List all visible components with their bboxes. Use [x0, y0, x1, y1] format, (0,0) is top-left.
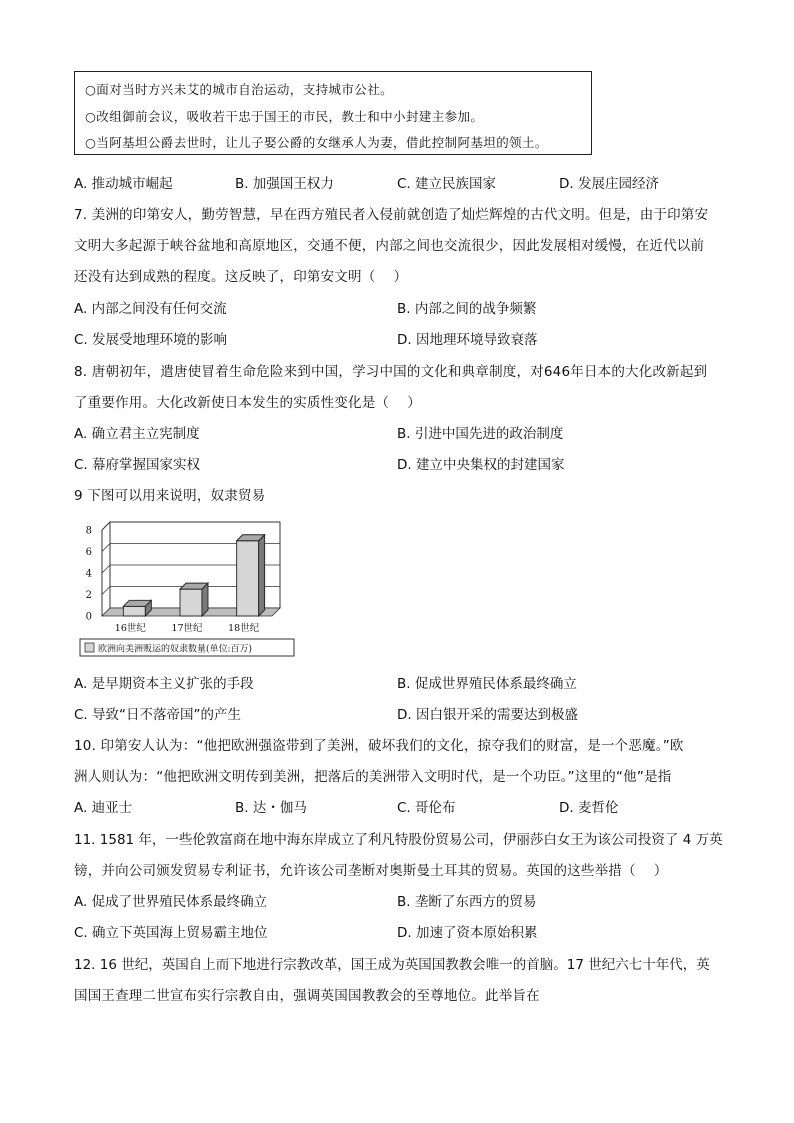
q11-stem-line: 镑，并向公司颁发贸易专利证书，允许该公司垄断对奥斯曼土耳其的贸易。英国的这些举措（ ）	[74, 863, 668, 879]
q8-option-c[interactable]: C. 幕府掌握国家实权	[74, 457, 201, 473]
q11-option-a[interactable]: A. 促成了世界殖民体系最终确立	[74, 894, 268, 910]
q8-stem-line: 8. 唐朝初年，遣唐使冒着生命危险来到中国，学习中国的文化和典章制度，对646年日本的大化改新起到	[74, 364, 708, 380]
q7-option-d[interactable]: D. 因地理环境导致衰落	[397, 332, 538, 348]
q11-option-b[interactable]: B. 垄断了东西方的贸易	[397, 894, 537, 910]
q10-option-b[interactable]: B. 达・伽马	[235, 800, 307, 816]
q6-option-c[interactable]: C. 建立民族国家	[397, 176, 497, 192]
q10-option-c[interactable]: C. 哥伦布	[397, 800, 456, 816]
q9-option-c[interactable]: C. 导致“日不落帝国”的产生	[74, 707, 241, 723]
q8-option-b[interactable]: B. 引进中国先进的政治制度	[397, 426, 564, 442]
material-box	[74, 71, 592, 155]
q9-option-d[interactable]: D. 因白银开采的需要达到极盛	[397, 707, 578, 723]
legend-label: 欧洲向美洲贩运的奴隶数量(单位:百万)	[98, 644, 253, 655]
q12-stem-line: 12. 16 世纪，英国自上而下地进行宗教改革，国王成为英国国教教会唯一的首脑。17 世纪六七十年代，英	[74, 957, 710, 973]
q11-option-c[interactable]: C. 确立下英国海上贸易霸主地位	[74, 925, 268, 941]
q10-option-a[interactable]: A. 迪亚士	[74, 800, 133, 816]
q12-stem-line: 国国王查理二世宣布实行宗教自由，强调英国国教教会的至尊地位。此举旨在	[74, 988, 540, 1004]
q7-option-b[interactable]: B. 内部之间的战争频繁	[397, 301, 537, 317]
bar	[123, 600, 151, 616]
y-tick-label: 6	[85, 547, 92, 558]
x-tick-label: 18世纪	[228, 623, 260, 634]
q6-option-b[interactable]: B. 加强国王权力	[235, 176, 334, 192]
q9-option-a[interactable]: A. 是早期资本主义扩张的手段	[74, 676, 254, 692]
q8-option-a[interactable]: A. 确立君主立宪制度	[74, 426, 200, 442]
bar	[237, 535, 265, 616]
y-axis-top	[102, 522, 110, 530]
q7-stem-line: 还没有达到成熟的程度。这反映了，印第安文明（ ）	[74, 269, 408, 285]
y-tick-label: 4	[85, 568, 92, 580]
q6-option-a[interactable]: A. 推动城市崛起	[74, 176, 173, 192]
q7-option-c[interactable]: C. 发展受地理环境的影响	[74, 332, 228, 348]
slave-trade-bar-chart	[72, 512, 302, 662]
q8-stem-line: 了重要作用。大化改新使日本发生的实质性变化是（ ）	[74, 395, 421, 411]
bar	[180, 583, 208, 616]
legend-swatch	[85, 643, 94, 652]
q7-stem-line: 7. 美洲的印第安人，勤劳智慧，早在西方殖民者入侵前就创造了灿烂辉煌的古代文明。但是，由于印第安	[74, 207, 709, 223]
bar-front	[123, 606, 145, 616]
bar-front	[237, 541, 259, 616]
q7-stem-line: 文明大多起源于峡谷盆地和高原地区，交通不便，内部之间也交流很少，因此发展相对缓慢，在近代以前	[74, 238, 705, 254]
q11-option-d[interactable]: D. 加速了资本原始积累	[397, 925, 538, 941]
x-tick-label: 16世纪	[114, 623, 146, 634]
q9-stem: 9 下图可以用来说明，奴隶贸易	[74, 488, 266, 504]
y-tick-label: 2	[85, 590, 92, 601]
grid-diagonal	[102, 565, 110, 573]
bar-front	[180, 589, 202, 616]
q7-option-a[interactable]: A. 内部之间没有任何交流	[74, 301, 227, 317]
q6-option-d[interactable]: D. 发展庄园经济	[559, 176, 659, 192]
chart-y-labels	[86, 526, 92, 623]
chart-legend	[80, 639, 294, 656]
q10-stem-line: 10. 印第安人认为：“他把欧洲强盗带到了美洲，破坏我们的文化，掠夺我们的财富，是一个恶魔。”欧	[74, 738, 684, 754]
bar-side	[259, 535, 265, 616]
q10-option-d[interactable]: D. 麦哲伦	[559, 800, 619, 816]
y-tick-label: 0	[85, 611, 92, 623]
grid-diagonal	[102, 544, 110, 552]
material-line: ○当阿基坦公爵去世时，让儿子娶公爵的女继承人为妻，借此控制阿基坦的领土。	[85, 135, 548, 150]
x-tick-label: 17世纪	[171, 623, 203, 634]
material-line: ○改组御前会议，吸收若干忠于国王的市民，教士和中小封建主参加。	[85, 109, 484, 124]
q8-option-d[interactable]: D. 建立中央集权的封建国家	[397, 457, 565, 473]
q11-stem-line: 11. 1581 年，一些伦敦富商在地中海东岸成立了利凡特股份贸易公司，伊丽莎白女王为该公司投资了 4 万英	[74, 832, 723, 848]
y-tick-label: 8	[85, 525, 92, 537]
grid-diagonal	[102, 587, 110, 595]
q10-stem-line: 洲人则认为：“他把欧洲文明传到美洲，把落后的美洲带入文明时代，是一个功臣。”这里的“他”是指	[74, 769, 672, 785]
material-line: ○面对当时方兴未艾的城市自治运动，支持城市公社。	[85, 82, 394, 97]
q9-option-b[interactable]: B. 促成世界殖民体系最终确立	[397, 676, 577, 692]
chart-x-labels	[115, 622, 260, 634]
